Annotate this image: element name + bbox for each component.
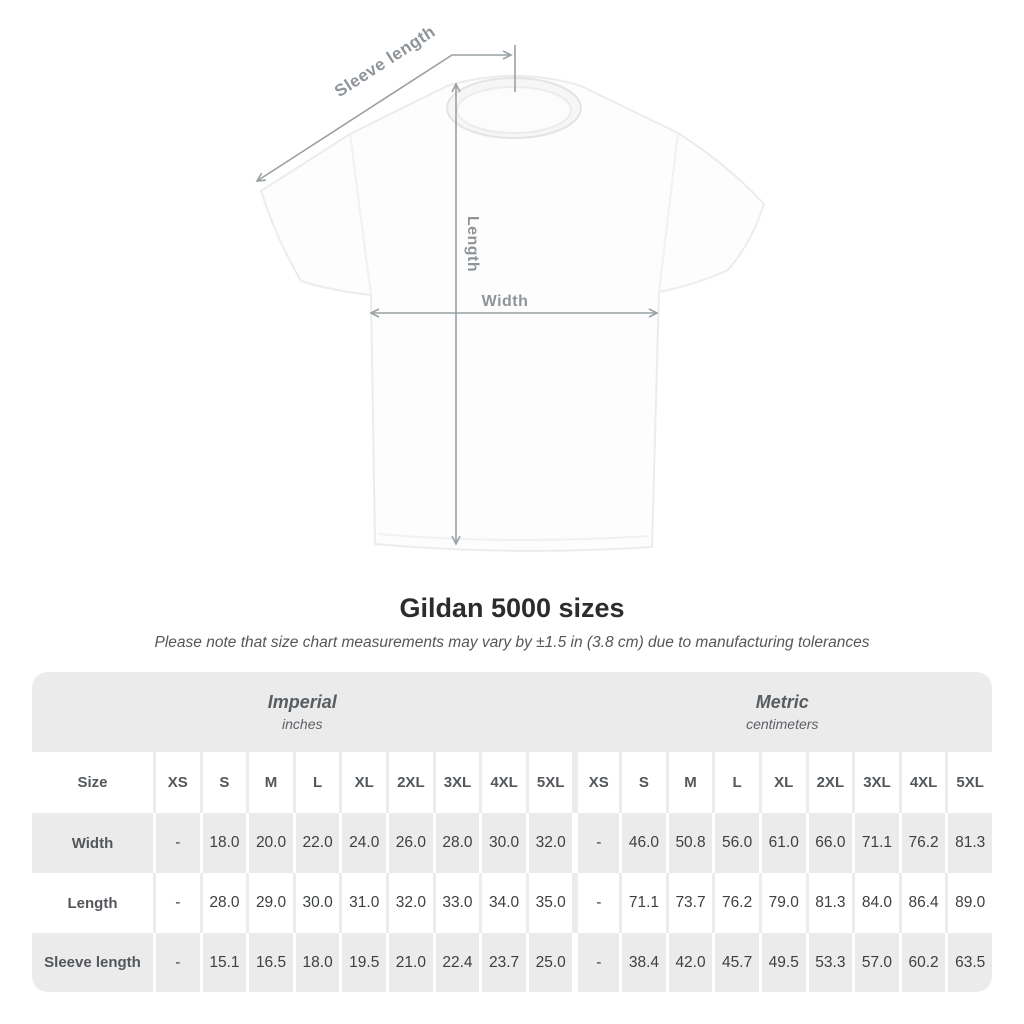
cell: 63.5 xyxy=(945,933,992,992)
row-label: Width xyxy=(71,834,114,852)
length-label: Length xyxy=(464,215,481,273)
cell: 76.2 xyxy=(712,873,759,933)
cell: 42.0 xyxy=(666,933,713,992)
cell: 20.0 xyxy=(246,813,293,873)
cell: 26.0 xyxy=(386,813,433,873)
cell: 25.0 xyxy=(526,933,573,992)
width-label: Width xyxy=(481,293,529,310)
cell: 18.0 xyxy=(293,933,340,992)
cell: - xyxy=(572,873,619,933)
size-col-imperial-2xl: 2XL xyxy=(386,752,433,813)
unit-header-imperial xyxy=(32,672,573,752)
size-col-imperial-m: M xyxy=(246,752,293,813)
unit-header-metric xyxy=(573,672,993,752)
cell: 29.0 xyxy=(246,873,293,933)
cell: 71.1 xyxy=(852,813,899,873)
cell: 22.0 xyxy=(293,813,340,873)
size-col-imperial-s: S xyxy=(200,752,247,813)
cell: 53.3 xyxy=(806,933,853,992)
collar-inner xyxy=(457,87,571,133)
size-header-label: Size xyxy=(77,774,108,791)
row-label: Length xyxy=(67,894,118,912)
cell: 28.0 xyxy=(200,873,247,933)
unit-header-band xyxy=(32,672,992,752)
metric-unit: centimeters xyxy=(746,716,819,732)
cell: 66.0 xyxy=(806,813,853,873)
page-title: Gildan 5000 sizes xyxy=(399,593,625,623)
row-label: Sleeve length xyxy=(44,954,141,971)
size-col-metric-2xl: 2XL xyxy=(806,752,853,813)
cell: 73.7 xyxy=(666,873,713,933)
cell: 16.5 xyxy=(246,933,293,992)
sleeve-length-label: Sleeve length xyxy=(331,21,439,101)
table-row-length xyxy=(32,873,992,933)
cell: 60.2 xyxy=(899,933,946,992)
imperial-unit: inches xyxy=(282,716,323,732)
cell: 22.4 xyxy=(433,933,480,992)
cell: - xyxy=(153,813,200,873)
cell: - xyxy=(572,813,619,873)
size-table xyxy=(32,672,992,992)
cell: - xyxy=(153,873,200,933)
cell: 21.0 xyxy=(386,933,433,992)
size-col-metric-l: L xyxy=(712,752,759,813)
cell: 89.0 xyxy=(945,873,992,933)
cell: 45.7 xyxy=(712,933,759,992)
size-col-imperial-5xl: 5XL xyxy=(526,752,573,813)
table-row-sleeve-length xyxy=(32,933,992,992)
size-header-row xyxy=(32,752,992,813)
cell: 79.0 xyxy=(759,873,806,933)
size-col-metric-xl: XL xyxy=(759,752,806,813)
cell: 30.0 xyxy=(479,813,526,873)
cell: 57.0 xyxy=(852,933,899,992)
cell: 15.1 xyxy=(200,933,247,992)
cell: 56.0 xyxy=(712,813,759,873)
size-col-metric-m: M xyxy=(666,752,713,813)
cell: 81.3 xyxy=(945,813,992,873)
cell: 50.8 xyxy=(666,813,713,873)
cell: 84.0 xyxy=(852,873,899,933)
imperial-name: Imperial xyxy=(267,692,337,712)
cell: - xyxy=(572,933,619,992)
cell: 38.4 xyxy=(619,933,666,992)
cell: 46.0 xyxy=(619,813,666,873)
size-col-imperial-l: L xyxy=(293,752,340,813)
size-col-metric-5xl: 5XL xyxy=(945,752,992,813)
cell: - xyxy=(153,933,200,992)
cell: 86.4 xyxy=(899,873,946,933)
size-col-metric-3xl: 3XL xyxy=(852,752,899,813)
tolerance-note: Please note that size chart measurements may vary by ±1.5 in (3.8 cm) due to manufacturing tolerances xyxy=(154,634,870,651)
size-col-metric-s: S xyxy=(619,752,666,813)
size-col-metric-4xl: 4XL xyxy=(899,752,946,813)
cell: 49.5 xyxy=(759,933,806,992)
size-col-imperial-xs: XS xyxy=(153,752,200,813)
cell: 35.0 xyxy=(526,873,573,933)
metric-name: Metric xyxy=(755,692,809,712)
table-row-width xyxy=(32,813,992,873)
cell: 30.0 xyxy=(293,873,340,933)
cell: 28.0 xyxy=(433,813,480,873)
size-col-imperial-4xl: 4XL xyxy=(479,752,526,813)
cell: 31.0 xyxy=(339,873,386,933)
cell: 32.0 xyxy=(386,873,433,933)
cell: 19.5 xyxy=(339,933,386,992)
size-col-metric-xs: XS xyxy=(572,752,619,813)
cell: 33.0 xyxy=(433,873,480,933)
size-col-imperial-xl: XL xyxy=(339,752,386,813)
cell: 71.1 xyxy=(619,873,666,933)
size-col-imperial-3xl: 3XL xyxy=(433,752,480,813)
cell: 32.0 xyxy=(526,813,573,873)
cell: 24.0 xyxy=(339,813,386,873)
cell: 23.7 xyxy=(479,933,526,992)
cell: 34.0 xyxy=(479,873,526,933)
cell: 18.0 xyxy=(200,813,247,873)
cell: 61.0 xyxy=(759,813,806,873)
cell: 76.2 xyxy=(899,813,946,873)
cell: 81.3 xyxy=(806,873,853,933)
